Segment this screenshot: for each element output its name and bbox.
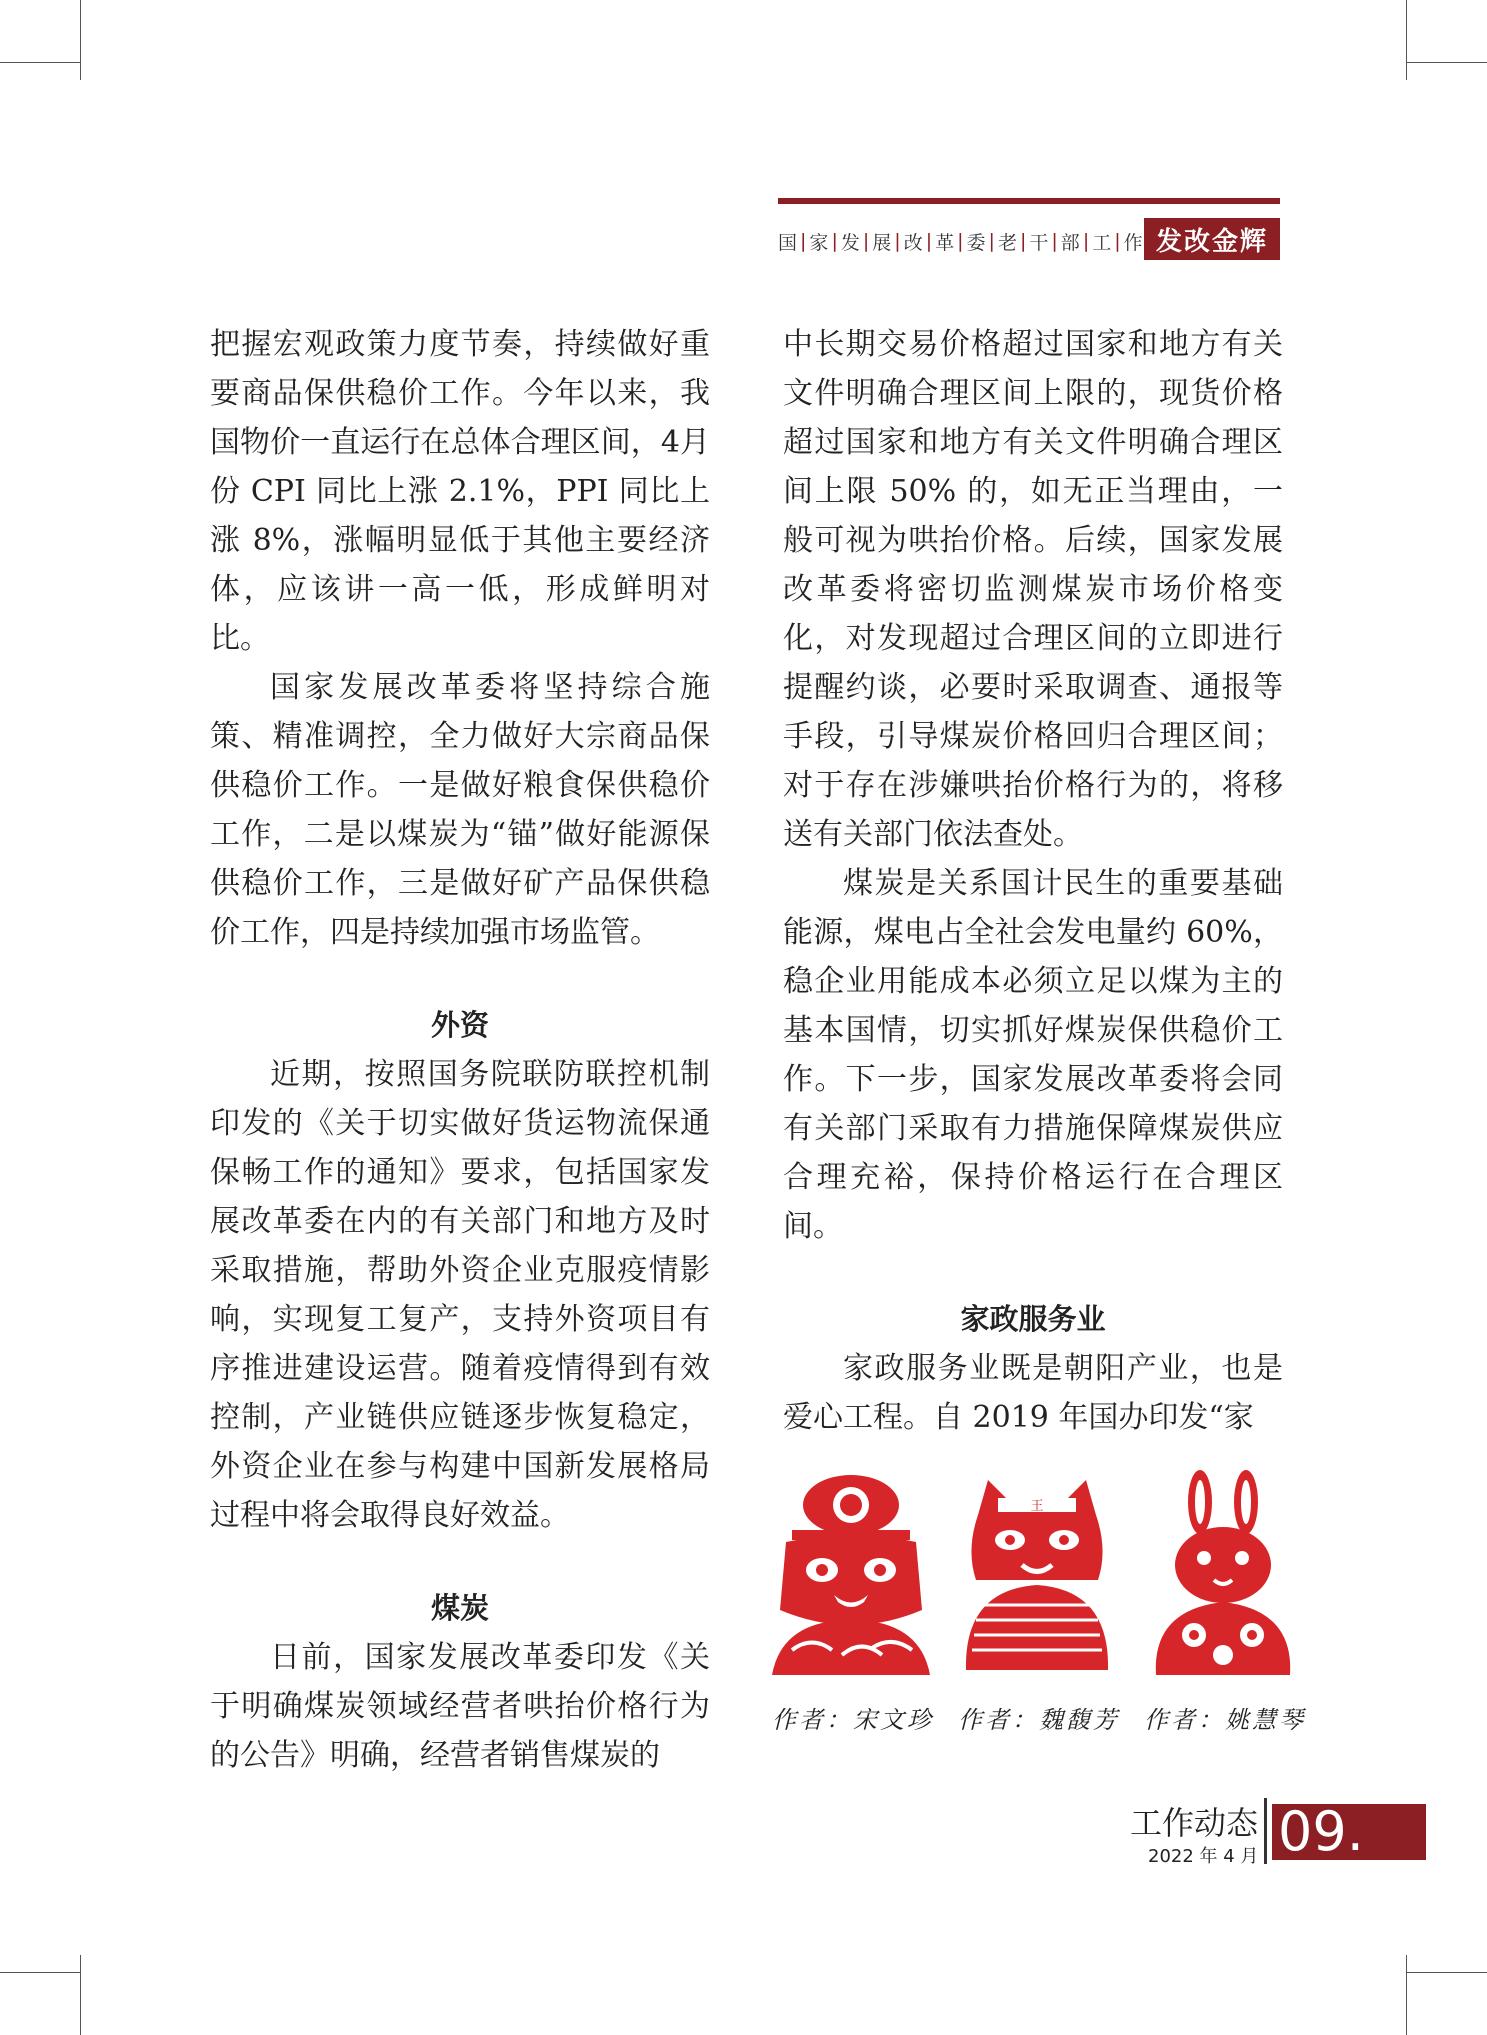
header-org-char: 改 <box>903 231 923 254</box>
header-org-char: 家 <box>809 231 829 254</box>
paragraph: 日前，国家发展改革委印发《关于明确煤炭领域经营者哄抬价格行为的公告》明确，经营者销售煤炭的 <box>210 1640 710 1773</box>
header-separator: | <box>862 230 870 252</box>
crop-mark <box>1406 0 1407 80</box>
header-badge: 发改金辉 <box>1144 218 1280 260</box>
paragraph: 煤炭是关系国计民生的重要基础能源，煤电占全社会发电量约 60%，稳企业用能成本必须立足以煤为主的基本国情，切实抓好煤炭保供稳价工作。下一步，国家发展改革委将会同有关部门采取有力措施保障煤炭供应合理充裕，保持价格运行在合理区间。 <box>783 866 1283 1244</box>
paragraph: 国家发展改革委将坚持综合施策、精准调控，全力做好大宗商品保供稳价工作。一是做好粮食保供稳价工作，二是以煤炭为“锚”做好能源保供稳价工作，三是做好矿产品保供稳价工作，四是持续加强市场监管。 <box>210 670 710 950</box>
header-separator: | <box>1082 230 1090 252</box>
header-org-char: 发 <box>840 231 860 254</box>
header-org-char: 作 <box>1123 231 1143 254</box>
footer-section-title: 工作动态 <box>1130 1804 1259 1842</box>
right-column <box>783 320 1283 1442</box>
header-separator: | <box>925 230 933 252</box>
papercut-tiger-peony-image <box>772 1470 930 1680</box>
header-separator: | <box>1051 230 1058 252</box>
header-separator: | <box>957 230 964 252</box>
header-separator: | <box>1114 230 1121 252</box>
header-org-char: 展 <box>872 231 892 254</box>
crop-mark <box>80 1955 81 2035</box>
header-separator: | <box>831 230 838 252</box>
artwork-caption: 作者：魏馥芳 <box>958 1706 1120 1734</box>
header-rule <box>778 198 1280 204</box>
header-org-char: 委 <box>966 231 986 254</box>
header-org-char: 老 <box>997 231 1017 254</box>
crop-mark <box>1407 1972 1487 1973</box>
header-org-char: 国 <box>778 231 798 254</box>
header-org-char: 干 <box>1029 231 1049 254</box>
footer-divider <box>1264 1798 1267 1864</box>
crop-mark <box>0 62 80 63</box>
papercut-gallery <box>772 1470 1307 1680</box>
crop-mark <box>80 0 81 80</box>
header-separator: | <box>894 230 901 252</box>
section-heading-coal: 煤炭 <box>430 1591 489 1625</box>
artwork-caption: 作者：宋文珍 <box>772 1706 934 1734</box>
footer-issue-date: 2022 年 4 月 <box>1148 1846 1259 1867</box>
left-column <box>210 320 710 1780</box>
svg-text:王: 王 <box>1030 1499 1044 1514</box>
artwork-caption: 作者：姚慧琴 <box>1144 1706 1306 1734</box>
header-org-char: 工 <box>1092 231 1112 254</box>
paragraph: 家政服务业既是朝阳产业，也是爱心工程。自 2019 年国办印发“家 <box>783 1351 1283 1435</box>
crop-mark <box>1407 62 1487 63</box>
papercut-rabbit-image <box>1144 1470 1302 1680</box>
header-org-name <box>778 222 1143 260</box>
paragraph: 把握宏观政策力度节奏，持续做好重要商品保供稳价工作。今年以来，我国物价一直运行在总体合理区间，4月份 CPI 同比上涨 2.1%，PPI 同比上涨 8%，涨幅明显低于其他主要经济体，应该讲一高一低，形成鲜明对比。 <box>210 327 710 656</box>
papercut-tiger-mask-image <box>958 1470 1116 1680</box>
header-org-char: 革 <box>935 231 955 254</box>
header-org-char: 部 <box>1060 231 1080 254</box>
header-separator: | <box>800 230 807 252</box>
header-separator: | <box>988 230 995 252</box>
page-number: 09. <box>1272 1804 1426 1860</box>
paragraph: 近期，按照国务院联防联控机制印发的《关于切实做好货运物流保通保畅工作的通知》要求，包括国家发展改革委在内的有关部门和地方及时采取措施，帮助外资企业克服疫情影响，实现复工复产，支持外资项目有序推进建设运营。随着疫情得到有效控制，产业链供应链逐步恢复稳定，外资企业在参与构建中国新发展格局过程中将会取得良好效益。 <box>210 1057 710 1533</box>
crop-mark <box>1406 1955 1407 2035</box>
header-separator: | <box>1019 230 1027 252</box>
section-heading-domestic-service: 家政服务业 <box>960 1302 1106 1336</box>
section-heading-foreign-investment: 外资 <box>430 1008 489 1042</box>
paragraph: 中长期交易价格超过国家和地方有关文件明确合理区间上限的，现货价格超过国家和地方有关文件明确合理区间上限 50% 的，如无正当理由，一般可视为哄抬价格。后续，国家发展改革委将密切监测煤炭市场价格变化，对发现超过合理区间的立即进行提醒约谈，必要时采取调查、通报等手段，引导煤炭价格回归合理区间；对于存在涉嫌哄抬价格行为的，将移送有关部门依法查处。 <box>783 327 1283 852</box>
crop-mark <box>0 1972 80 1973</box>
